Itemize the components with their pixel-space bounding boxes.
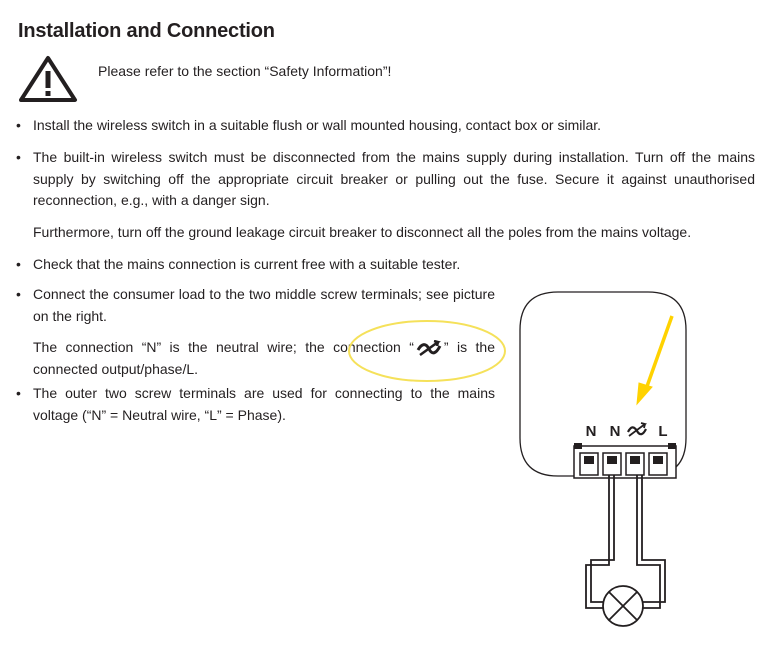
wiring-diagram <box>518 290 688 642</box>
switched-output-symbol-icon <box>628 423 646 436</box>
bullet-extra-text: Furthermore, turn off the ground leakage circuit breaker to disconnect all the poles from the mains voltage. <box>33 224 692 240</box>
bullet-text: Connect the consumer load to the two middle screw terminals; see picture on the right. <box>33 286 495 324</box>
terminal-label-n1: N <box>585 423 597 440</box>
bullet-text: The built-in wireless switch must be disconnected from the mains supply during installation. Turn off the mains supply by switching off the appropriate circuit breaker or pulling out the fuse. Secure it against unauthorised reconnection, e.g., with a danger sign. <box>33 149 755 208</box>
page-title: Installation and Connection <box>18 20 275 42</box>
highlight-circle <box>345 318 509 384</box>
bullet-marker: • <box>16 117 21 133</box>
terminal-label-n2: N <box>609 423 621 440</box>
bullet-marker: • <box>16 256 21 272</box>
terminal-label-l: L <box>658 423 668 440</box>
warning-triangle-icon <box>17 55 79 103</box>
bullet-marker: • <box>16 286 21 302</box>
bullet-text: Install the wireless switch in a suitable flush or wall mounted housing, contact box or similar. <box>33 117 602 133</box>
bullet-marker: • <box>16 149 21 165</box>
indicator-arrow <box>637 316 672 404</box>
warning-text: Please refer to the section “Safety Information”! <box>98 63 392 79</box>
bullet-marker: • <box>16 385 21 401</box>
lamp-icon <box>603 586 643 626</box>
bullet-extra-text: The connection “N” is the neutral wire; the connection “ ” is the connected output/phase/L. <box>33 339 495 377</box>
bullet-text: Check that the mains connection is current free with a suitable tester. <box>33 256 461 272</box>
bullet-text: The outer two screw terminals are used for connecting to the mains voltage (“N” = Neutral wire, “L” = Phase). <box>33 385 495 423</box>
terminal-block <box>574 443 676 478</box>
